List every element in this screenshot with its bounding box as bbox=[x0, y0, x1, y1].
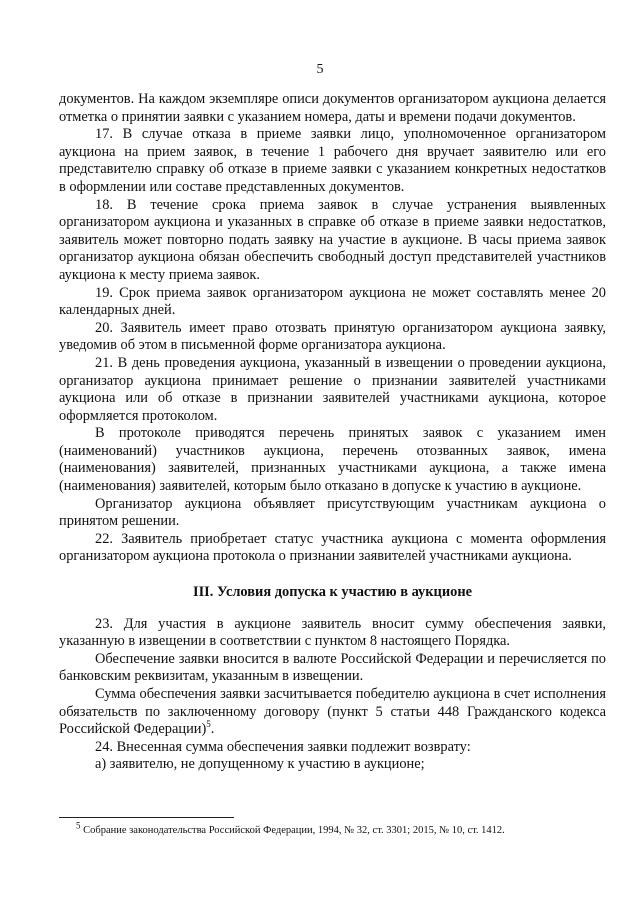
document-body bbox=[59, 91, 606, 774]
footnote bbox=[76, 820, 606, 837]
paragraph-deposit-currency: Обеспечение заявки вносится в валюте Российской Федерации и перечисляется по банковским реквизитам, указанным в извещении. bbox=[59, 650, 606, 685]
page-number: 5 bbox=[316, 62, 324, 77]
paragraph-19: 19. Срок приема заявок организатором аукциона не может составлять менее 20 календарных дней. bbox=[59, 284, 606, 319]
footnote-reference: 5 bbox=[206, 719, 211, 730]
footnote-text: Собрание законодательства Российской Федерации, 1994, № 32, ст. 3301; 2015, № 10, ст. 1412. bbox=[83, 825, 505, 836]
paragraph-24a: а) заявителю, не допущенному к участию в аукционе; bbox=[95, 756, 425, 773]
footnote-divider bbox=[59, 817, 234, 818]
paragraph-23: 23. Для участия в аукционе заявитель вносит сумму обеспечения заявки, указанную в извещении в соответствии с пунктом 8 настоящего Порядка. bbox=[59, 615, 606, 650]
paragraph-22: 22. Заявитель приобретает статус участника аукциона с момента оформления организатором аукциона протокола о признании заявителей участниками аукциона. bbox=[59, 530, 606, 565]
paragraph-18: 18. В течение срока приема заявок в случае устранения выявленных организатором аукциона и указанных в справке об отказе в приеме заявки недостатков, заявитель может повторно подать заявку на участие в аукционе. В часы приема заявок организатор аукциона обязан обеспечить свободный доступ представителей участников аукциона к месту приема заявок. bbox=[59, 196, 606, 283]
paragraph-24: 24. Внесенная сумма обеспечения заявки подлежит возврату: bbox=[95, 738, 471, 755]
paragraph-deposit-credit-text: Сумма обеспечения заявки засчитывается победителю аукциона в счет исполнения обязательств по заключенному договору (пункт 5 статьи 448 Гражданского кодекса Российской Федерации) bbox=[59, 686, 606, 738]
paragraph-announce: Организатор аукциона объявляет присутствующим участникам аукциона о принятом решении. bbox=[59, 495, 606, 530]
footnote-mark: 5 bbox=[76, 820, 81, 831]
paragraph-deposit-credit: Сумма обеспечения заявки засчитывается победителю аукциона в счет исполнения обязательств по заключенному договору (пункт 5 статьи 448 Гражданского кодекса Российской Федерации)$^5$. bbox=[59, 686, 606, 738]
section-heading: III. Условия допуска к участию в аукционе bbox=[192, 584, 473, 601]
paragraph-17: 17. В случае отказа в приеме заявки лицо, уполномоченное организатором аукциона на прием заявок, в течение 1 рабочего дня вручает заявителю или его представителю справку об отказе в приеме заявки с указанием конкретных недостатков в оформлении или составе представленных документов. bbox=[59, 126, 606, 195]
paragraph-20: 20. Заявитель имеет право отозвать принятую организатором аукциона заявку, уведомив об этом в письменной форме организатора аукциона. bbox=[59, 319, 606, 354]
paragraph-continuation: документов. На каждом экземпляре описи документов организатором аукциона делается отметка о принятии заявки с указанием номера, даты и времени подачи документов. bbox=[59, 91, 606, 125]
paragraph-protocol: В протоколе приводятся перечень принятых заявок с указанием имен (наименований) участников аукциона, перечень отозванных заявок, имена (наименования) заявителей, признанных участниками аукциона, а также имена (наименования) заявителей, которым было отказано в допуске к участию в аукционе. bbox=[59, 425, 606, 495]
paragraph-21: 21. В день проведения аукциона, указанный в извещении о проведении аукциона, организатор аукциона принимает решение о признании заявителей участниками аукциона или об отказе в признании заявителей участниками аукциона, которое оформляется протоколом. bbox=[59, 354, 606, 424]
